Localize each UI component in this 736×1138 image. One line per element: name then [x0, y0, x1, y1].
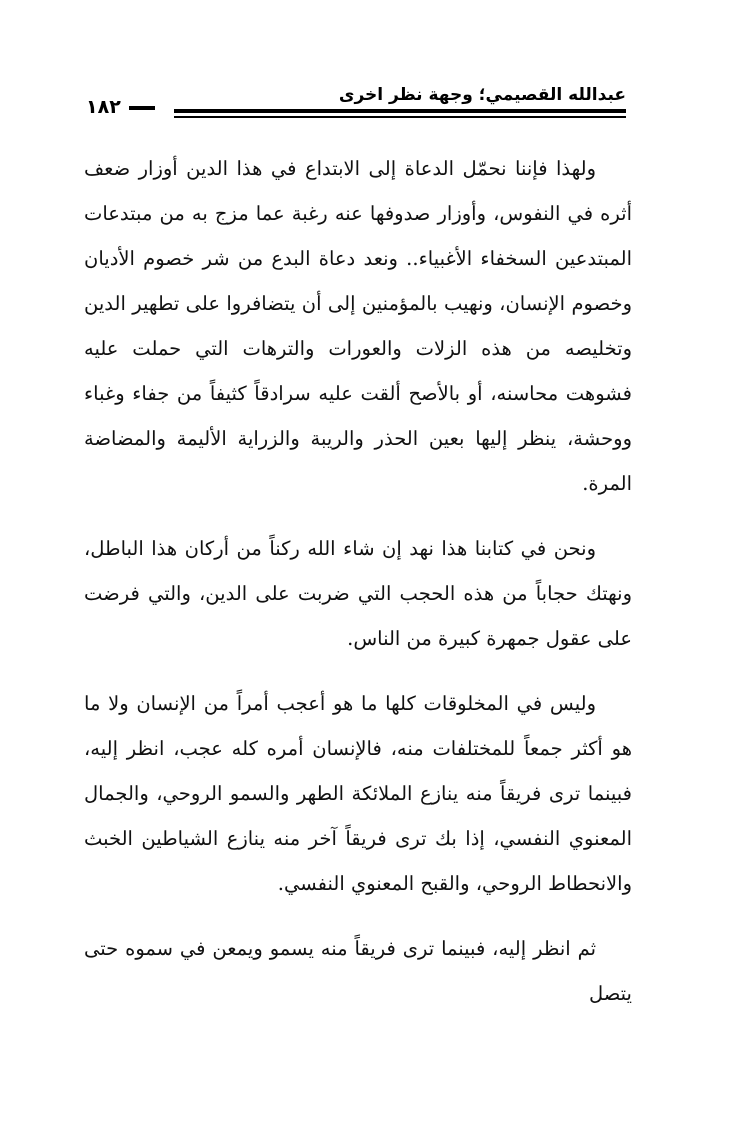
paragraph-4: ثم انظر إليه، فبينما ترى فريقاً منه يسمو ويمعن في سموه حتى يتصل: [84, 937, 632, 1005]
paragraph-3: وليس في المخلوقات كلها ما هو أعجب أمراً من الإنسان ولا ما هو أكثر جمعاً للمختلفات منه، فالإنسان أمره كله عجب، انظر إليه، فبينما ترى فريقاً منه ينازع الملائكة الطهر والسمو الروحي، والجمال المعنوي النفسي، إذا بك ترى فريقاً آخر منه ينازع الشياطين الخبث والانحطاط الروحي، والقبح المعنوي النفسي.: [84, 692, 632, 895]
book-title: عبدالله القصيمي؛ وجهة نظر اخرى: [338, 85, 626, 105]
page-number: ١٨٢: [86, 96, 121, 118]
header-rule-thin: [174, 116, 626, 118]
running-header: [86, 84, 626, 124]
paragraph-1: ولهذا فإننا نحمّل الدعاة إلى الابتداع في هذا الدين أوزار ضعف أثره في النفوس، وأوزار صدوفها عنه رغبة عما مزج به من مبتدعات المبتدعين السخفاء الأغبياء.. ونعد دعاة البدع من شر خصوم الأديان وخصوم الإنسان، ونهيب بالمؤمنين إلى أن يتضافروا على تطهير الدين وتخليصه من هذه الزلات والعورات والترهات التي حملت عليه فشوهت محاسنه، أو بالأصح ألقت عليه سرادقاً كثيفاً من جفاء وغباء ووحشة، ينظر إليها بعين الحذر والريبة والزراية الأليمة والمضاضة المرة.: [84, 157, 632, 495]
paragraph-2: ونحن في كتابنا هذا نهد إن شاء الله ركناً من أركان هذا الباطل، ونهتك حجاباً من هذه الحجب التي ضربت على الدين، والتي فرضت على عقول جمهرة كبيرة من الناس.: [84, 537, 632, 650]
page-number-block: [86, 96, 155, 118]
page-body: [84, 146, 632, 1036]
page-number-dash: [129, 106, 155, 110]
header-rule-thick: [174, 109, 626, 113]
